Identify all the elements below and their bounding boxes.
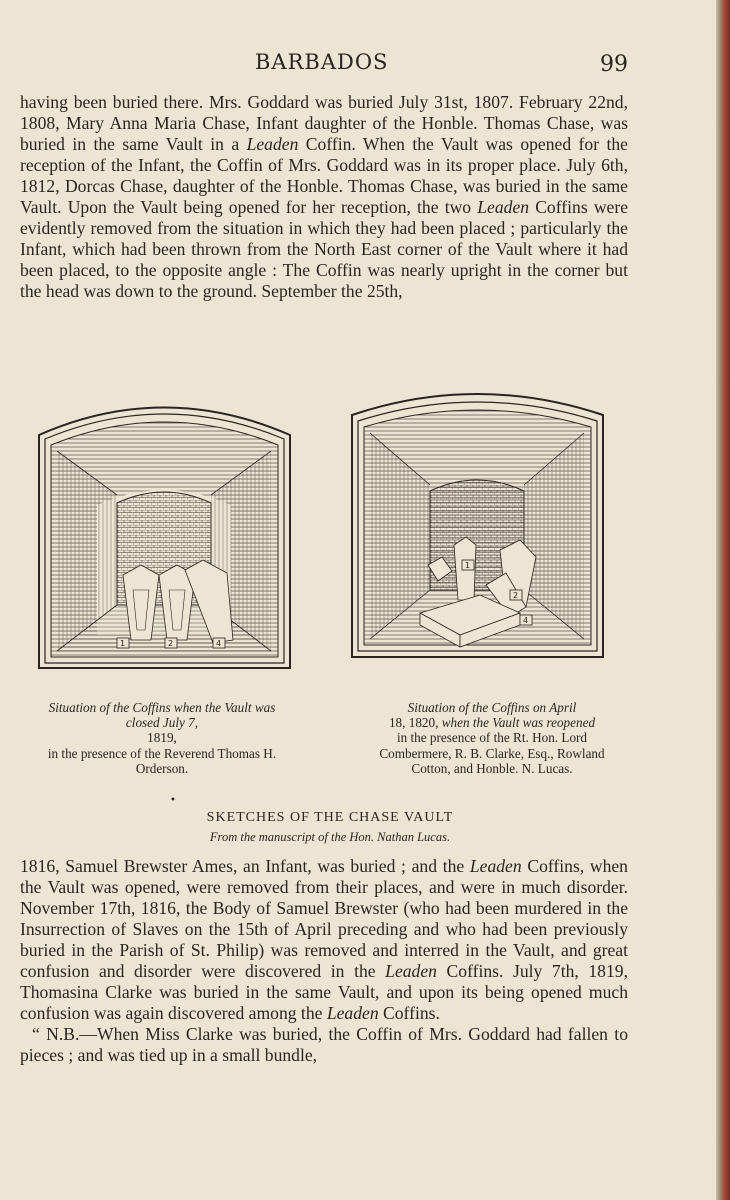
italic-word: Leaden xyxy=(246,134,299,154)
running-head xyxy=(0,50,716,80)
vault-sketch-left xyxy=(37,385,292,670)
coffin-label-2: 2 xyxy=(168,639,174,648)
coffin-label-4: 4 xyxy=(216,639,222,648)
coffin-label-1: 1 xyxy=(120,639,126,648)
text-run: having been buried there. Mrs. Goddard was buried July 31st, 1807. February 22nd, 1808, Mary Anna Maria Chase, Infant daughter of the Honble. Thomas Chase, was buried in the same Vault in a xyxy=(20,92,628,154)
bullet-mark: • xyxy=(170,795,176,806)
caption-left-rest: in the presence of the Reverend Thomas H. Orderson. xyxy=(47,745,277,776)
running-title: BARBADOS xyxy=(255,50,389,74)
vault-drawing-right xyxy=(350,385,605,670)
vault-drawing-left xyxy=(37,385,292,670)
caption-right-rest: in the presence of the Rt. Hon. Lord Combermere, R. B. Clarke, Esq., Rowland Cotton, and Honble. N. Lucas. xyxy=(379,730,605,776)
italic-word: Leaden xyxy=(477,197,530,217)
caption-left xyxy=(42,700,282,776)
bottom-paragraph-2: “ N.B.—When Miss Clarke was buried, the Coffin of Mrs. Goddard had fallen to pieces ; and was tied up in a small bundle, xyxy=(20,1024,628,1065)
coffin-label-1: 1 xyxy=(465,561,471,570)
caption-right xyxy=(372,700,612,776)
caption-right-italic-a: Situation of the Coffins on April xyxy=(407,700,577,715)
text-run: Coffins. xyxy=(378,1003,440,1023)
text-run: Coffins. July 7th, 1819, Thomasina Clarke was buried in the same Vault, and upon its being opened much confusion was again discovered among the xyxy=(20,961,628,1023)
coffin-label-4: 4 xyxy=(523,616,529,625)
text-run: 1816, Samuel Brewster Ames, an Infant, was buried ; and the xyxy=(20,856,470,876)
caption-right-italic-b: when the Vault was reopened xyxy=(441,715,596,731)
text-run: Coffins, when the Vault was opened, were removed from their places, and were in much disorder. November 17th, 1816, the Body of Samuel Brewster (who had been murdered in the Insurrection of Slaves on the 15th of April preceding and who had been previously buried in the Parish of St. Philip) was removed and interred in the Vault, and great confusion and disorder were discovered in the xyxy=(20,856,628,981)
caption-left-date: 1819, xyxy=(147,730,177,746)
italic-word: Leaden xyxy=(326,1003,379,1023)
book-page-edge xyxy=(716,0,730,1200)
sketch-subtitle: From the manuscript of the Hon. Nathan Lucas. xyxy=(209,830,451,844)
caption-right-date: 18, 1820, xyxy=(388,715,439,731)
italic-word: Leaden xyxy=(385,961,437,981)
caption-left-italic: Situation of the Coffins when the Vault was closed July 7, xyxy=(48,700,276,731)
bottom-paragraph-1 xyxy=(20,856,628,1024)
bottom-text xyxy=(20,856,628,1066)
text-run: Coffins were evidently removed from the situation in which they had been placed ; particularly the Infant, which had been thrown from the North East corner of the Vault where it had been placed, to the opposite angle : The Coffin was nearly upright in the corner but the head was down to the ground. September the 25th, xyxy=(20,197,628,301)
coffin-label-2: 2 xyxy=(513,591,519,600)
text-run: Coffin. When the Vault was opened for the reception of the Infant, the Coffin of Mrs. Goddard was in its proper place. July 6th, 1812, Dorcas Chase, daughter of the Honble. Thomas Chase, was buried in the same Vault. Upon the Vault being opened for her reception, the two xyxy=(20,134,628,217)
vault-sketch-right xyxy=(350,385,605,670)
top-paragraph xyxy=(20,92,628,302)
page-number: 99 xyxy=(600,52,628,77)
sketch-title: SKETCHES OF THE CHASE VAULT xyxy=(206,810,454,825)
italic-word: Leaden xyxy=(469,856,522,876)
